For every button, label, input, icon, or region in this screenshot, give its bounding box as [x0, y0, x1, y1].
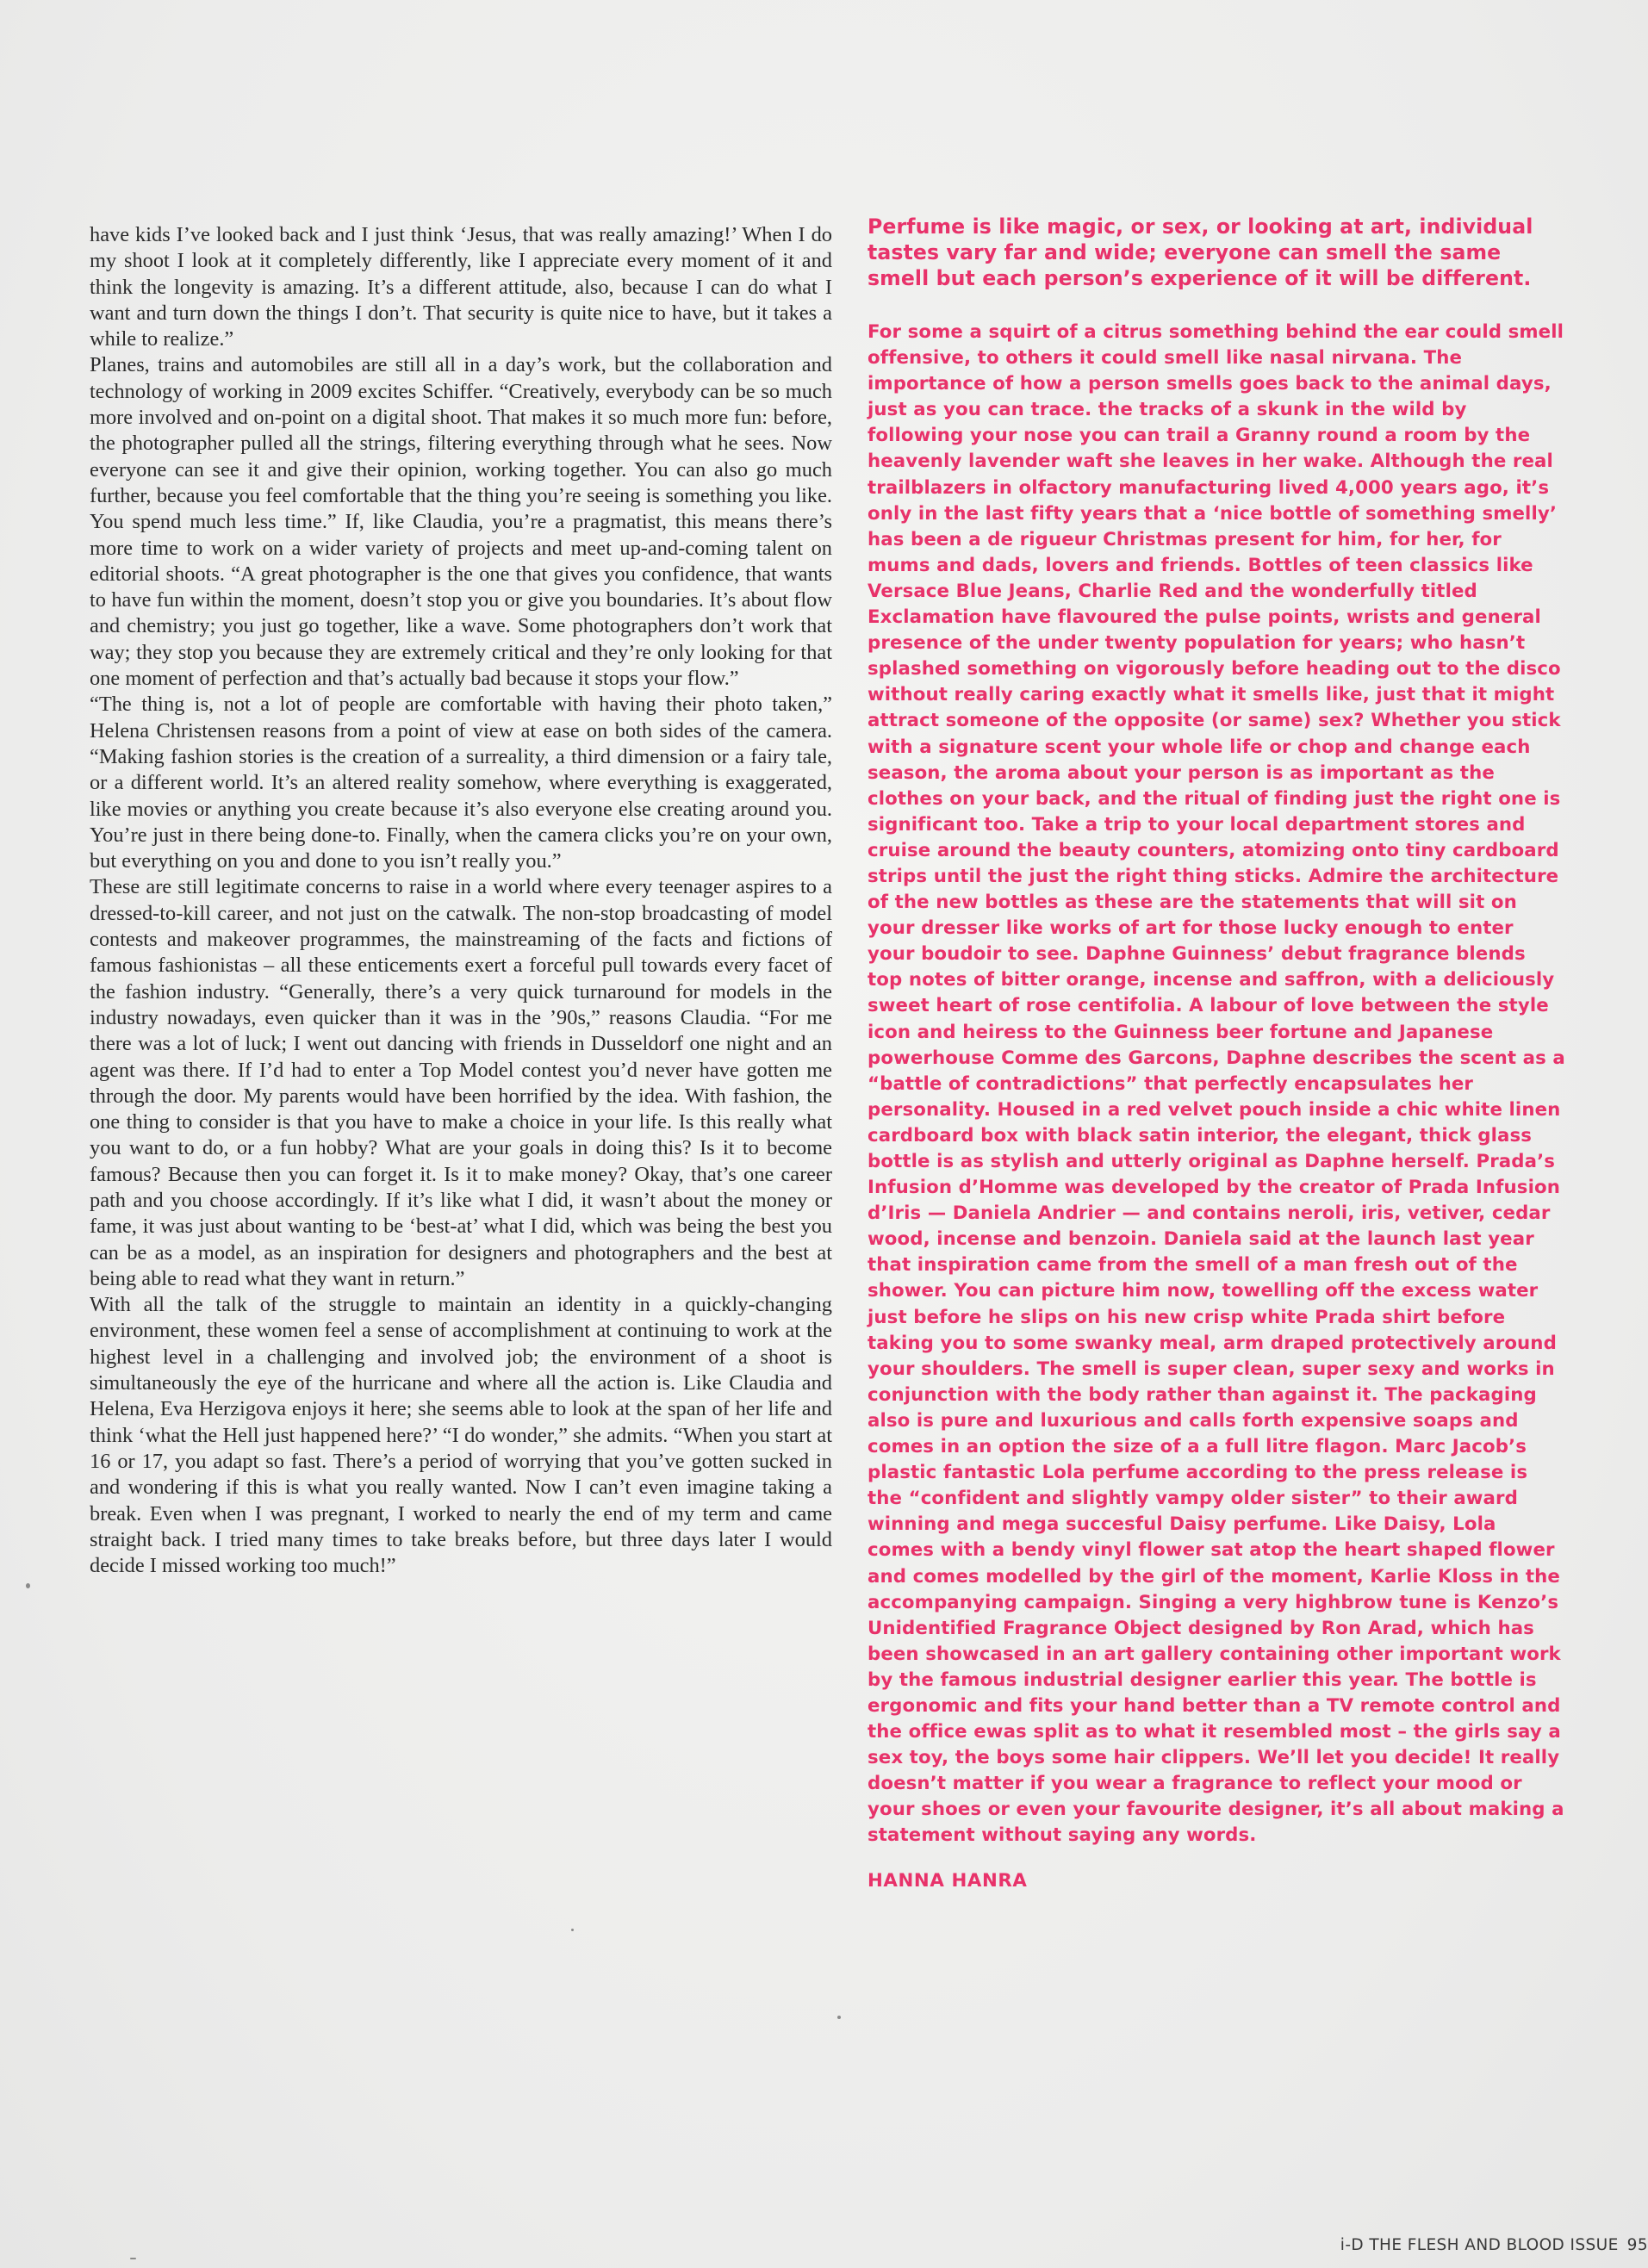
- page-number: 95: [1626, 2236, 1648, 2254]
- author-byline: HANNA HANRA: [868, 1869, 1028, 1892]
- scan-speck: [26, 1583, 30, 1588]
- perfume-feature-column: [868, 214, 1565, 1894]
- left-paragraph-5: With all the talk of the struggle to maintain an identity in a quickly-changing environment, these women feel a sense of accomplishment at continuing to work at the highest level in a challenging and involved job; the environment of a shoot is simultaneously the eye of the hurricane and where all the action is. Like Claudia and Helena, Eva Herzigova enjoys it here; she seems able to look at the span of her life and think ‘what the Hell just happened here?’ “I do wonder,” she admits. “When you start at 16 or 17, you adapt so fast. There’s a period of worrying that you’ve gotten sucked in and wondering if this is what you really wanted. Now I can’t even imagine taking a break. Even when I was pregnant, I worked to nearly the end of my term and came straight back. I tried many times to take breaks before, but three days later I would decide I missed working too much!”: [90, 1293, 832, 1578]
- left-paragraph-3: “The thing is, not a lot of people are comfortable with having their photo taken,” Helena Christensen reasons from a point of view at ease on both sides of the camera. “Making fashion stories is the creation of a surreality, a third dimension or a fairy tale, or a different world. It’s an altered reality somehow, where everything is exaggerated, like movies or anything you create because it’s also everyone else creating around you. You’re just in there being done-to. Finally, when the camera clicks you’re on your own, but everything on you and done to you isn’t really you.”: [90, 693, 832, 873]
- pull-quote: Perfume is like magic, or sex, or looking at art, individual tastes vary far and wide; everyone can smell the same smell but each person’s experience of it will be different.: [868, 214, 1533, 290]
- perfume-body-text: For some a squirt of a citrus something behind the ear could smell offensive, to others it could smell like nasal nirvana. The importance of how a person smells goes back to the animal days, just as you can trace. the tracks of a skunk in the wild by following your nose you can trail a Granny round a room by the heavenly lavender waft she leaves in her wake. Although the real trailblazers in olfactory manufacturing lived 4,000 years ago, it’s only in the last fifty years that a ‘nice bottle of something smelly’ has been a de rigueur Christmas present for him, for her, for mums and dads, lovers and friends. Bottles of teen classics like Versace Blue Jeans, Charlie Red and the wonderfully titled Exclamation have flavoured the pulse points, wrists and general presence of the under twenty population for years; who hasn’t splashed something on vigorously before heading out to the disco without really caring exactly what it smells like, just that it might attract someone of the opposite (or same) sex? Whether you stick with a signature scent your whole life or chop and change each season, the aroma about your person is as important as the clothes on your back, and the ritual of finding just the right one is significant too. Take a trip to your local department stores and cruise around the beauty counters, atomizing onto tiny cardboard strips until the just the right thing sticks. Admire the architecture of the new bottles as these are the statements that will sit on your dresser like works of art for those lucky enough to enter your boudoir to see. Daphne Guinness’ debut fragrance blends top notes of bitter orange, incense and saffron, with a deliciously sweet heart of rose centifolia. A labour of love between the style icon and heiress to the Guinness beer fortune and Japanese powerhouse Comme des Garcons, Daphne describes the scent as a “battle of contradictions” that perfectly encapsulates her personality. Housed in a red velvet pouch inside a chic white linen cardboard box with black satin interior, the elegant, thick glass bottle is as stylish and utterly original as Daphne herself. Prada’s Infusion d’Homme was developed by the creator of Prada Infusion d’Iris — Daniela Andrier — and contains neroli, iris, vetiver, cedar wood, incense and benzoin. Daniela said at the launch last year that inspiration came from the smell of a man fresh out of the shower. You can picture him now, towelling off the excess water just before he slips on his new crisp white Prada shirt before taking you to some swanky meal, arm draped protectively around your shoulders. The smell is super clean, super sexy and works in conjunction with the body rather than against it. The packaging also is pure and luxurious and calls forth expensive soaps and comes in an option the size of a a full litre flagon. Marc Jacob’s plastic fantastic Lola perfume according to the press release is the “confident and slightly vampy older sister” to their award winning and mega succesful Daisy perfume. Like Daisy, Lola comes with a bendy vinyl flower sat atop the heart shaped flower and comes modelled by the girl of the moment, Karlie Kloss in the accompanying campaign. Singing a very highbrow tune is Kenzo’s Unidentified Fragrance Object designed by Ron Arad, which has been showcased in an art gallery containing other important work by the famous industrial designer earlier this year. The bottle is ergonomic and fits your hand better than a TV remote control and the office ewas split as to what it resembled most – the girls say a sex toy, the boys some hair clippers. We’ll let you decide! It really doesn’t matter if you wear a fragrance to reflect your mood or your shoes or even your favourite designer, it’s all about making a statement without saying any words.: [868, 321, 1565, 1847]
- left-paragraph-2: Planes, trains and automobiles are still all in a day’s work, but the collaboration and technology of working in 2009 excites Schiffer. “Creatively, everybody can be so much more involved and on-point on a digital shoot. That makes it so much more fun: before, the photographer pulled all the strings, filtering everything through what he sees. Now everyone can see it and give their opinion, working together. You can also go much further, because you feel comfortable that the thing you’re seeing is something you like. You spend much less time.” If, like Claudia, you’re a pragmatist, this means there’s more time to work on a wider variety of projects and meet up-and-coming talent on editorial shoots. “A great photographer is the one that gives you confidence, that wants to have fun within the moment, doesn’t stop you or give you boundaries. It’s about flow and chemistry; you just go together, like a wave. Some photographers don’t work that way; they stop you because they are extremely critical and they’re only looking for that one moment of perfection and that’s actually bad because it stops your flow.”: [90, 353, 832, 691]
- left-paragraph-1: have kids I’ve looked back and I just think ‘Jesus, that was really amazing!’ When I do my shoot I look at it completely differently, like I appreciate every moment of it and think the longevity is amazing. It’s a different attitude, also, because I can do what I want and turn down the things I don’t. That security is quite nice to have, but it takes a while to realize.”: [90, 223, 832, 351]
- article-left-column: [90, 222, 832, 1579]
- scan-speck: [571, 1929, 574, 1931]
- scan-speck: [837, 2016, 841, 2019]
- scan-speck: [130, 2258, 136, 2259]
- publication-name: i-D THE FLESH AND BLOOD ISSUE: [1340, 2236, 1619, 2254]
- left-paragraph-4: These are still legitimate concerns to raise in a world where every teenager aspires to a dressed-to-kill career, and not just on the catwalk. The non-stop broadcasting of model contests and makeover programmes, the mainstreaming of the facts and fictions of famous fashionistas – all these enticements exert a forceful pull towards every facet of the fashion industry. “Generally, there’s a very quick turnaround for models in the industry nowadays, even quicker than it was in the ’90s,” reasons Claudia. “For me there was a lot of luck; I went out dancing with friends in Dusseldorf one night and an agent was there. If I’d had to enter a Top Model contest you’d never have gotten me through the door. My parents would have been horrified by the idea. With fashion, the one thing to consider is that you have to make a choice in your life. Is this really what you want to do, or a fun hobby? What are your goals in doing this? Is it to become famous? Because then you can forget it. Is it to make money? Okay, that’s one career path and you choose accordingly. If it’s like what I did, it wasn’t about the money or fame, it was just about wanting to be ‘best-at’ what I did, which was being the best you can be as a model, as an inspiration for designers and photographers and the best at being able to read what they want in return.”: [90, 875, 832, 1290]
- page-footer: [1340, 2236, 1648, 2254]
